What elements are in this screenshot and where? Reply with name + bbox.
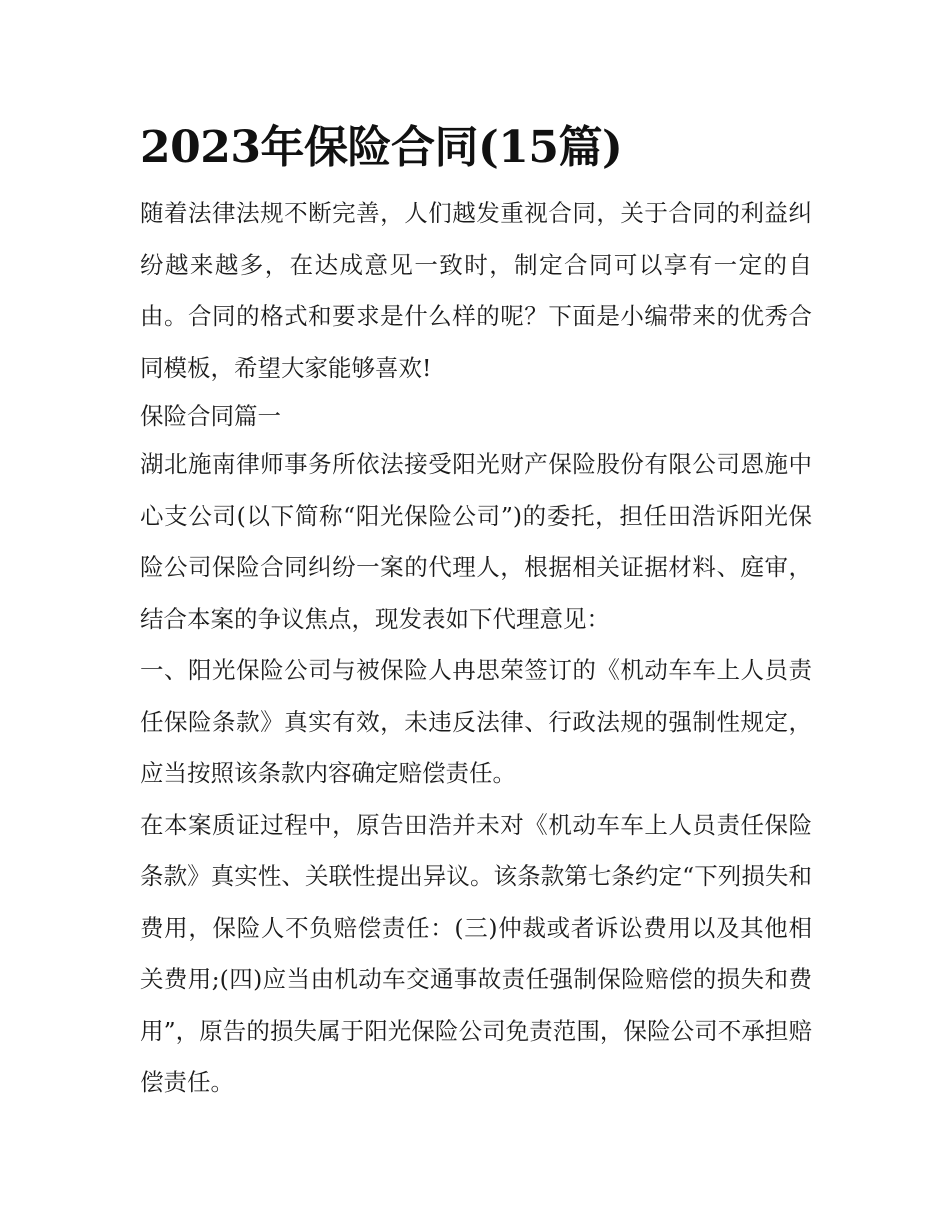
document-body (140, 118, 812, 1109)
body-paragraph-2: 一、阳光保险公司与被保险人冉思荣签订的《机动车车上人员责任保险条款》真实有效，未违反法律、行政法规的强制性规定，应当按照该条款内容确定赔偿责任。 (140, 656, 812, 787)
section-heading: 保险合同篇一 (140, 402, 281, 430)
body-paragraph-3: 在本案质证过程中，原告田浩并未对《机动车车上人员责任保险条款》真实性、关联性提出异议。该条款第七条约定“下列损失和费用，保险人不负赔偿责任：(三)仲裁或者诉讼费用以及其他相关费用;(四)应当由机动车交通事故责任强制保险赔偿的损失和费用”，原告的损失属于阳光保险公司免责范围，保险公司不承担赔偿责任。 (140, 810, 812, 1096)
body-paragraph-1: 湖北施南律师事务所依法接受阳光财产保险股份有限公司恩施中心支公司(以下简称“阳光保险公司”)的委托，担任田浩诉阳光保险公司保险合同纠纷一案的代理人，根据相关证据材料、庭审，结合本案的争议焦点，现发表如下代理意见： (140, 450, 812, 633)
document-title: 2023年保险合同(15篇) (140, 122, 623, 173)
intro-paragraph: 随着法律法规不断完善，人们越发重视合同，关于合同的利益纠纷越来越多，在达成意见一致时，制定合同可以享有一定的自由。合同的格式和要求是什么样的呢？下面是小编带来的优秀合同模板，希望大家能够喜欢! (140, 199, 812, 382)
